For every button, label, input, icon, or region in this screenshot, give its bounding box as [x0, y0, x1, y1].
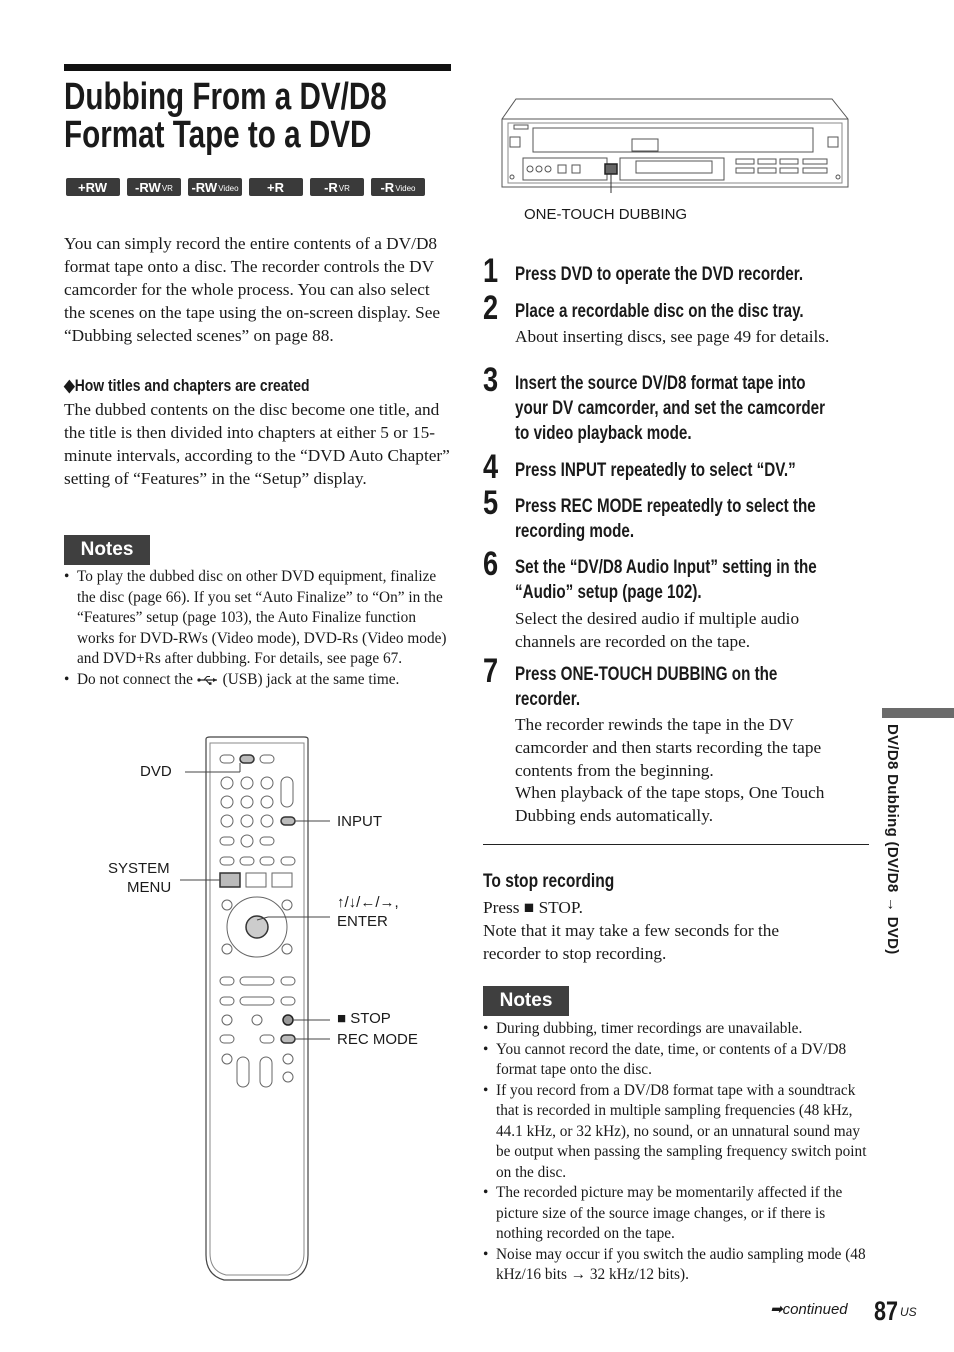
remote-label-input: INPUT [337, 813, 382, 830]
note-item: • Noise may occur if you switch the audio sampling mode (48 kHz/16 bits → 32 kHz/12 bits). [483, 1245, 871, 1286]
remote-label-system-menu-2: MENU [127, 879, 172, 896]
step-1-text: Press DVD to operate the DVD recorder. [515, 264, 804, 285]
note-item: • You cannot record the date, time, or contents of a DV/D8 format tape onto the disc. [483, 1040, 871, 1081]
remote-label-stop: ■ STOP [337, 1010, 391, 1027]
remote-label-rec-mode: REC MODE [337, 1031, 418, 1048]
step-7-description: The recorder rewinds the tape in the DV camcorder and then starts recording the tape contents from the beginning. [515, 715, 822, 780]
subsection-heading: ◆How titles and chapters are created [64, 376, 310, 395]
notes-list [483, 1019, 871, 1286]
device-caption-one-touch-dubbing: ONE-TOUCH DUBBING [524, 206, 688, 223]
note-item: • To play the dubbed disc on other DVD equipment, finalize the disc (page 66). If you set “Auto Finalize” to “On” in the “Features” setup (page 103), the Auto Finalize function works for DVD-RWs (Video mode), DVD-Rs (Video mode) and DVD+Rs after dubbing. For details, see page 67. [64, 567, 454, 670]
disc-badge-minus-r-vr: -R VR [310, 178, 364, 196]
subsection-body: The dubbed contents on the disc become one title, and the title is then divided into chapters at either 5 or 15-minute intervals, according to the “DVD Auto Chapter” setting of “Features” in the “Setup” display. [64, 400, 450, 488]
step-number: 4 [483, 448, 499, 486]
title-rule [64, 64, 451, 71]
step-6-text: Set the “DV/D8 Audio Input” setting in the “Audio” setup (page 102). [515, 557, 817, 603]
step-number: 2 [483, 289, 499, 327]
page-title-line1: Dubbing From a DV/D8 [64, 76, 387, 118]
stop-recording-line2: Note that it may take a few seconds for the recorder to stop recording. [483, 921, 780, 963]
dvd-recorder-illustration [498, 95, 854, 193]
step-number: 1 [483, 252, 499, 290]
notes-label: Notes [64, 535, 150, 565]
step-7-text: Press ONE-TOUCH DUBBING on the recorder. [515, 664, 778, 710]
disc-badges [66, 178, 425, 196]
note-item-usb: • Do not connect the (USB) jack at the same time. [64, 670, 454, 691]
page-title [64, 78, 478, 154]
remote-label-enter: ENTER [337, 913, 388, 930]
divider [483, 844, 869, 845]
step-6-description: Select the desired audio if multiple audio channels are recorded on the tape. [515, 609, 800, 651]
stop-recording-heading: To stop recording [483, 871, 615, 892]
note-item: • During dubbing, timer recordings are unavailable. [483, 1019, 871, 1040]
step-number: 3 [483, 361, 499, 399]
disc-badge-plus-rw: +RW [66, 178, 120, 196]
disc-badge-minus-rw-video: -RW Video [188, 178, 242, 196]
step-7-extra: When playback of the tape stops, One Touch Dubbing ends automatically. [515, 783, 825, 825]
step-number: 7 [483, 652, 499, 690]
note-item: • The recorded picture may be momentarily affected if the picture size of the source image changes, or if there is nothing recorded on the tape. [483, 1183, 871, 1245]
step-2-description: About inserting discs, see page 49 for details. [515, 327, 830, 346]
step-2-text: Place a recordable disc on the disc tray. [515, 301, 804, 322]
notes-list [64, 567, 454, 690]
stop-recording-body [483, 896, 873, 965]
remote-label-dvd: DVD [140, 763, 172, 780]
disc-badge-minus-r-video: -R Video [371, 178, 425, 196]
step-3-text: Insert the source DV/D8 format tape into your DV camcorder, and set the camcorder to video playback mode. [515, 373, 826, 444]
usb-icon [197, 675, 219, 685]
remote-label-arrows: ↑/↓/←/→, [337, 894, 399, 911]
step-number: 6 [483, 545, 499, 583]
disc-badge-plus-r: +R [249, 178, 303, 196]
page-number: 87 [874, 1296, 899, 1326]
arrow-right-icon: ➡ [770, 1301, 783, 1318]
intro-paragraph: You can simply record the entire contents of a DV/D8 format tape onto a disc. The recorder controls the DV camcorder for the whole process. You can also select the scenes on the tape using the on-screen display. See “Dubbing selected scenes” on page 88. [64, 234, 441, 345]
note-item: • If you record from a DV/D8 format tape with a soundtrack that is recorded in multiple sampling frequencies (48 kHz, 44.1 kHz, or 32 kHz), no sound, or an unnatural sound may be output when passing the sampling frequency switch point on the disc. [483, 1081, 871, 1184]
page-region: US [900, 1305, 917, 1319]
remote-label-system-menu-1: SYSTEM [108, 860, 170, 877]
continued-indicator: ➡continued [770, 1301, 848, 1318]
disc-badge-minus-rw-vr: -RW VR [127, 178, 181, 196]
step-number: 5 [483, 484, 499, 522]
step-5-text: Press REC MODE repeatedly to select the recording mode. [515, 496, 816, 542]
stop-recording-line1: Press ■ STOP. [483, 898, 583, 917]
remote-control-illustration [60, 735, 460, 1285]
step-4-text: Press INPUT repeatedly to select “DV.” [515, 460, 796, 481]
page-title-line2: Format Tape to a DVD [64, 114, 372, 156]
side-tab-label: DV/D8 Dubbing (DV/D8 → DVD) [884, 724, 901, 955]
notes-label: Notes [483, 986, 569, 1016]
side-tab-bar [882, 708, 954, 718]
